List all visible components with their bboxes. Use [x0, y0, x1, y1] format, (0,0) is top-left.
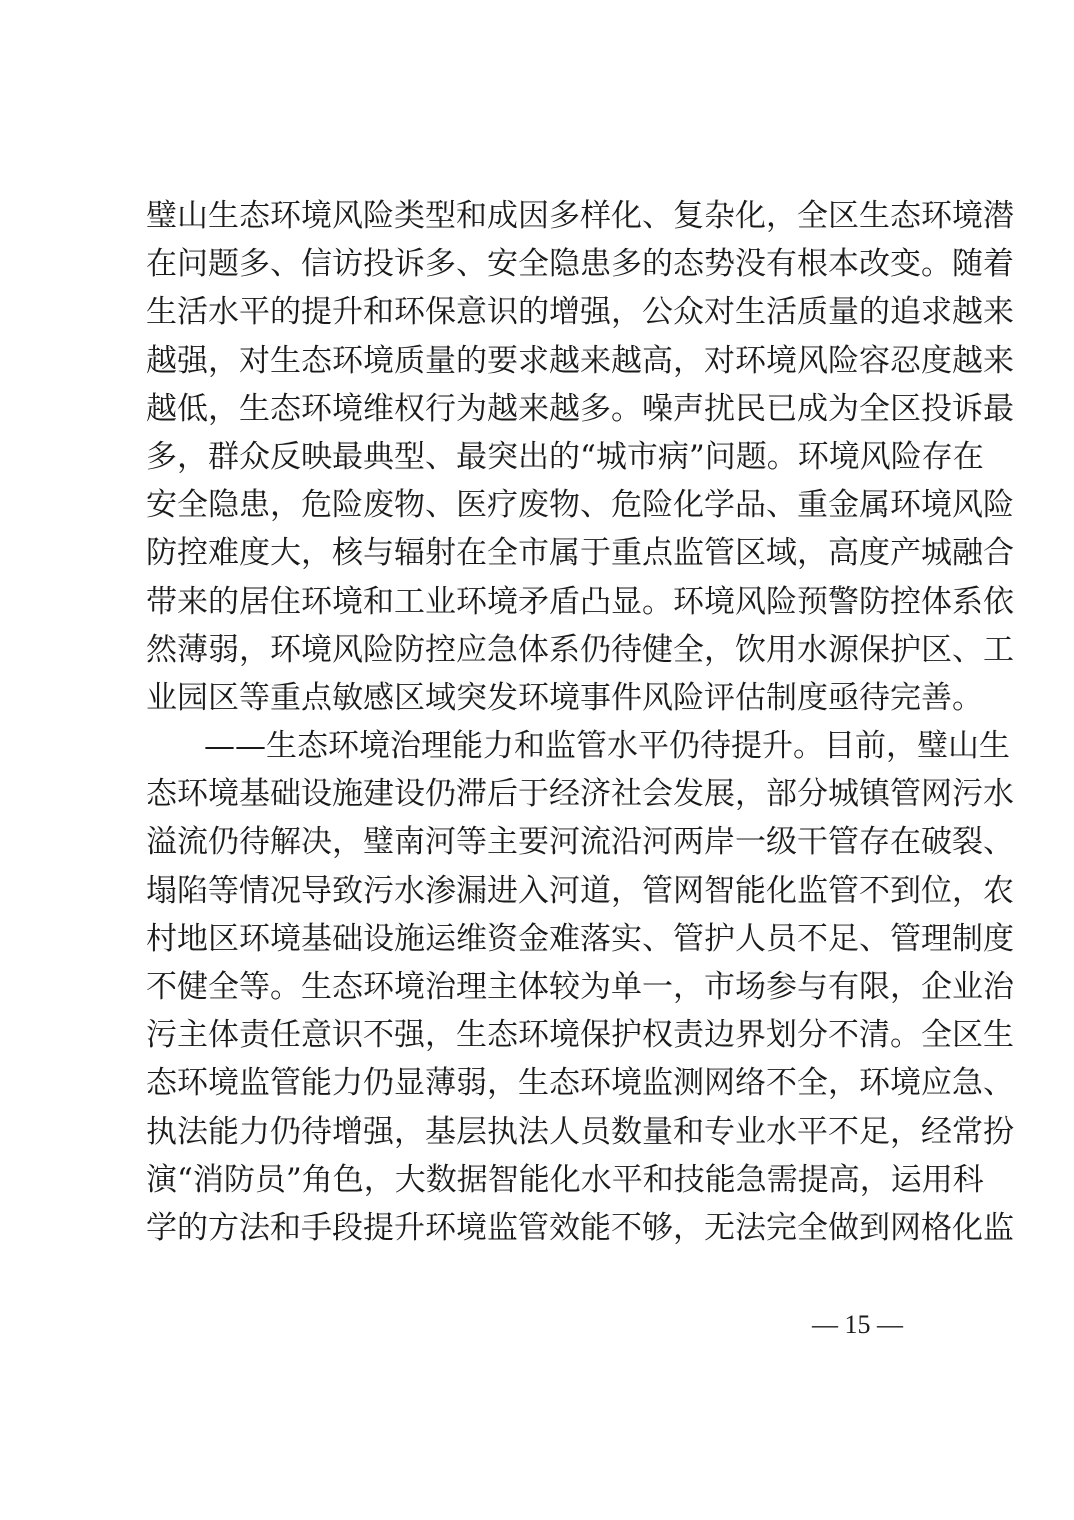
text-line: 污主体责任意识不强，生态环境保护权责边界划分不清。全区生 — [146, 1017, 1014, 1054]
page-number: — 15 — — [812, 1310, 903, 1339]
text-line: 学的方法和手段提升环境监管效能不够，无法完全做到网格化监 — [146, 1209, 1014, 1246]
text-line: 防控难度大，核与辐射在全市属于重点监管区域，高度产城融合 — [146, 535, 1014, 572]
text-line: 越低，生态环境维权行为越来越多。噪声扰民已成为全区投诉最 — [146, 390, 1014, 427]
text-line: 态环境基础设施建设仍滞后于经济社会发展，部分城镇管网污水 — [146, 776, 1014, 813]
text-line: 不健全等。生态环境治理主体较为单一，市场参与有限，企业治 — [146, 969, 1014, 1005]
text-line: 溢流仍待解决，璧南河等主要河流沿河两岸一级干管存在破裂、 — [146, 824, 1014, 861]
text-line: 生活水平的提升和环保意识的增强，公众对生活质量的追求越来 — [146, 294, 1014, 331]
text-line-paragraph-start: ——生态环境治理能力和监管水平仍待提升。目前，璧山生 — [204, 728, 1010, 765]
text-line: 在问题多、信访投诉多、安全隐患多的态势没有根本改变。随着 — [146, 246, 1014, 283]
text-line: 态环境监管能力仍显薄弱，生态环境监测网络不全，环境应急、 — [146, 1065, 1014, 1102]
text-line: 带来的居住环境和工业环境矛盾凸显。环境风险预警防控体系依 — [146, 583, 1014, 620]
text-line: 璧山生态环境风险类型和成因多样化、复杂化，全区生态环境潜 — [146, 198, 1014, 234]
text-line: 塌陷等情况导致污水渗漏进入河道，管网智能化监管不到位，农 — [146, 872, 1014, 909]
text-line: 村地区环境基础设施运维资金难落实、管护人员不足、管理制度 — [146, 920, 1014, 957]
text-line: 越强，对生态环境质量的要求越来越高，对环境风险容忍度越来 — [146, 342, 1014, 379]
text-line: 安全隐患，危险废物、医疗废物、危险化学品、重金属环境风险 — [146, 487, 1014, 524]
text-line: 演“消防员”角色，大数据智能化水平和技能急需提高，运用科 — [146, 1161, 984, 1198]
body-text — [146, 192, 1014, 1252]
text-line: 执法能力仍待增强，基层执法人员数量和专业水平不足，经常扮 — [146, 1113, 1014, 1150]
text-line: 多，群众反映最典型、最突出的“城市病”问题。环境风险存在 — [146, 438, 984, 475]
text-line: 然薄弱，环境风险防控应急体系仍待健全，饮用水源保护区、工 — [146, 631, 1014, 668]
text-line: 业园区等重点敏感区域突发环境事件风险评估制度亟待完善。 — [146, 679, 983, 716]
